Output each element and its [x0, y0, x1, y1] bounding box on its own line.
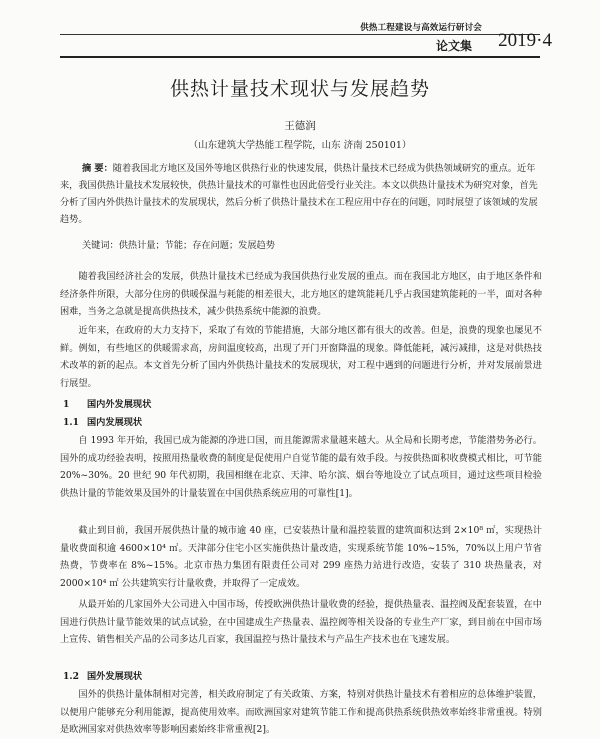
abstract-label: 摘 要：	[82, 163, 113, 174]
proceedings-label: 论文集	[435, 39, 472, 53]
intro-paragraph-2: 近年来，在政府的大力支持下，采取了有效的节能措施，大部分地区都有很大的改善。但是，浪费的现象也屡见不鲜。例如，有些地区的供暖需求高，房间温度较高，出现了开门开窗降温的现象。降低能耗，减污减排，这是对供热技术改革的新的起点。本文首先分析了国内外供热计量技术的发展现状，对工程中遇到的问题进行分析，并对发展前景进行展望。	[60, 325, 542, 389]
header-rule-bottom	[60, 56, 540, 58]
conference-name: 供热工程建设与高效运行研讨会	[360, 23, 482, 33]
paragraph-5: 从最开始的几家国外大公司进入中国市场，传授欧洲供热计量收费的经验，提供热量表、温控阀及配套装置，在中国进行供热计量节能效果的试点试验，在中国建成生产热量表、温控阀等相关设备的专业生产厂家，到目前在中国市场上宣传、销售相关产品的公司多达几百家，我国温控与热计量技术与产品生产技术也在飞速发展。	[60, 599, 542, 645]
keywords-label: 关键词：	[82, 240, 119, 251]
section-heading-1-2	[63, 668, 142, 682]
section-title: 国外发展现状	[87, 671, 143, 682]
keywords	[82, 237, 275, 251]
author-name: 王德润	[284, 120, 316, 132]
affiliation: （山东建筑大学热能工程学院，山东 济南 250101）	[188, 140, 412, 151]
abstract	[60, 160, 542, 228]
section-number: 1.2	[63, 671, 79, 682]
paragraph-4: 截止到目前，我国开展供热计量的城市逾 40 座，已安装热计量和温控装置的建筑面积达到 2×10⁸ ㎡，实现热计量收费面积逾 4600×10⁴ ㎡。天津部分住宅小区实施供热计量改造，实现系统节能 10%~15%，70%以上用户节省热费，节费率在 8%~15%。北京市热力集团有限责任公司对 299 座热力站进行改造，安装了 310 块热量表，对 2000×10⁴ ㎡ 公共建筑实行计量收费，并取得了一定成效。	[60, 525, 542, 589]
section-title: 国内发展现状	[87, 417, 143, 428]
section-heading-1	[63, 396, 151, 410]
keywords-text: 供热计量；节能；存在问题；发展趋势	[118, 240, 275, 251]
issue-number: 2019·4	[498, 30, 552, 51]
abstract-text: 随着我国北方地区及国外等地区供热行业的快速发展，供热计量技术已经成为供热领域研究的重点。近年来，我国供热计量技术发展较快，供热计量技术的可靠性也因此倍受行业关注。本文以供热计量技术为研究对象，首先分析了国内外供热计量技术的发展现状，然后分析了供热计量技术在工程应用中存在的问题，同时展望了该领域的发展趋势。	[60, 163, 538, 225]
section-title: 国内外发展现状	[87, 399, 152, 410]
paragraph-6: 国外的供热计量体制相对完善，相关政府制定了有关政策、方案，特别对供热计量技术有着相应的总体维护装置，以便用户能够充分利用能源，提高使用效率。而欧洲国家对建筑节能工作和提高供热系统供热效率始终非常重视。特别是欧洲国家对供热效率等影响因素始终非常重视[2]。	[60, 689, 542, 735]
header-rule-top	[60, 34, 540, 35]
section-number: 1	[63, 399, 70, 410]
paragraph-3: 自 1993 年开始，我国已成为能源的净进口国，而且能源需求量越来越大。从全局和长期考虑，节能潜势务必行。国外的成功经验表明，按照用热量收费的制度是促使用户自觉节能的最有效手段。与按供热面积收费模式相比，可节能 20%~30%。20 世纪 90 年代初期，我国相继在北京、天津、哈尔滨、烟台等地设立了试点项目，通过这些项目检验供热计量的节能效果及国外的计量装置在中国供热系统应用的可靠性[1]。	[60, 435, 542, 499]
section-number: 1.1	[63, 417, 79, 428]
paper-title: 供热计量技术现状与发展趋势	[169, 78, 430, 100]
section-heading-1-1	[63, 414, 142, 428]
intro-paragraph-1: 随着我国经济社会的发展，供热计量技术已经成为我国供热行业发展的重点。而在我国北方地区，由于地区条件和经济条件所限，大部分住房的供暖保温与耗能的相差很大，北方地区的建筑能耗几乎占我国建筑能耗的一半，面对各种困难，当务之急就是提高供热技术，减少供热系统中能源的浪费。	[60, 271, 542, 317]
